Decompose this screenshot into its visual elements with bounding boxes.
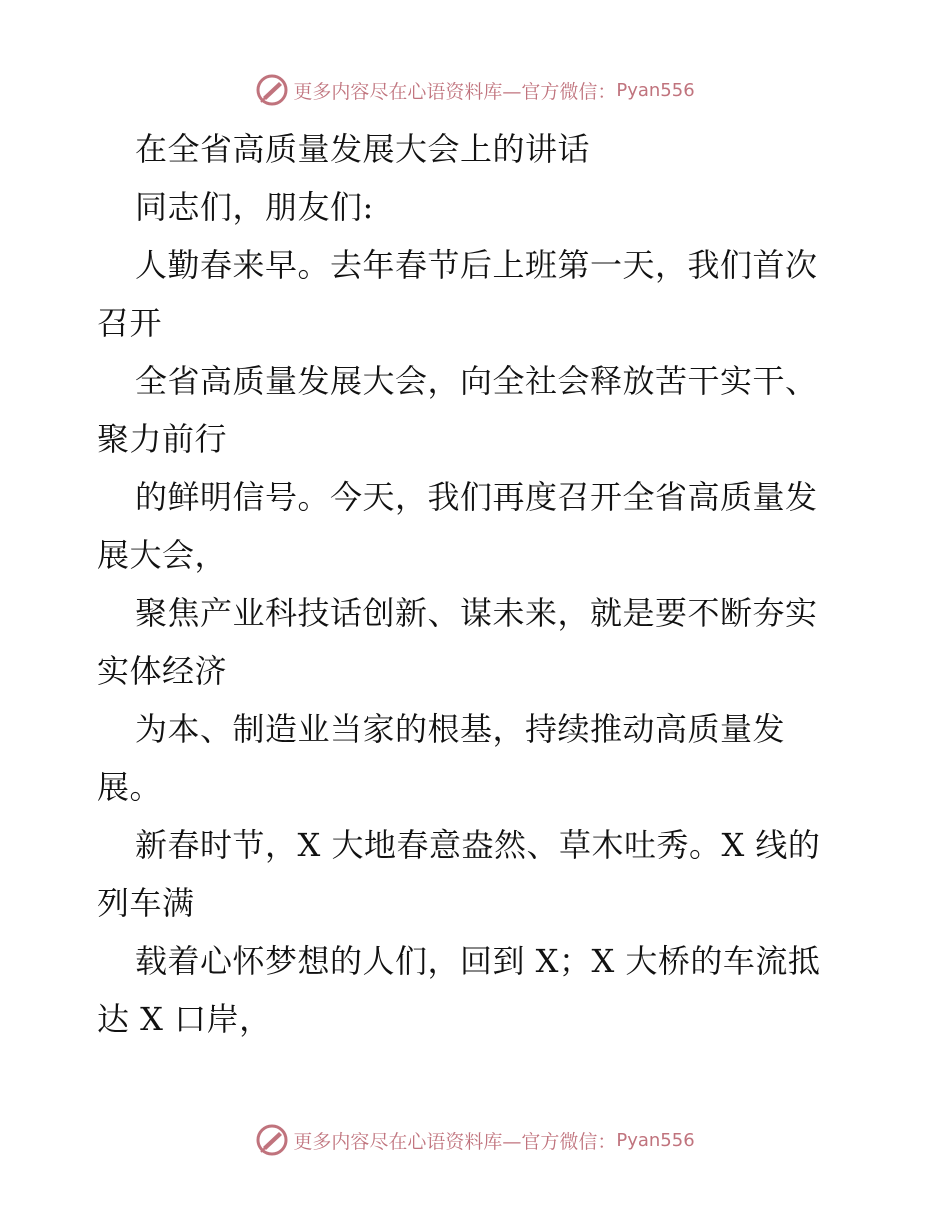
text-line: 载着心怀梦想的人们，回到 X；X 大桥的车流抵: [135, 942, 821, 980]
pen-logo-icon: [255, 1123, 289, 1157]
text-line: 的鲜明信号。今天，我们再度召开全省高质量发: [135, 478, 818, 516]
text-line: 达 X 口岸，: [97, 1000, 272, 1038]
document-title: 在全省高质量发展大会上的讲话: [135, 130, 591, 168]
document-body: [97, 120, 857, 1048]
watermark-text: 更多内容尽在心语资料库—官方微信：: [293, 80, 617, 103]
text-line: 为本、制造业当家的根基，持续推动高质量发: [135, 710, 786, 748]
text-line: 展大会，: [97, 536, 228, 574]
text-line: 聚力前行: [97, 420, 228, 458]
watermark-header: [0, 70, 950, 110]
salutation: 同志们，朋友们:: [135, 188, 374, 226]
text-line: 全省高质量发展大会，向全社会释放苦干实干、: [135, 362, 818, 400]
pen-logo-icon: [255, 73, 289, 107]
text-line: 聚焦产业科技话创新、谋未来，就是要不断夯实: [135, 594, 818, 632]
watermark-id: Pyan556: [616, 79, 695, 101]
watermark-footer: [0, 1120, 950, 1160]
text-line: 人勤春来早。去年春节后上班第一天，我们首次: [135, 246, 818, 284]
text-line: 实体经济: [97, 652, 228, 690]
watermark-id: Pyan556: [616, 1129, 695, 1151]
text-line: 新春时节，X 大地春意盎然、草木吐秀。X 线的: [135, 826, 821, 864]
watermark-text: 更多内容尽在心语资料库—官方微信：: [293, 1130, 617, 1153]
text-line: 召开: [97, 304, 163, 342]
text-line: 列车满: [97, 884, 195, 922]
text-line: 展。: [97, 768, 163, 806]
